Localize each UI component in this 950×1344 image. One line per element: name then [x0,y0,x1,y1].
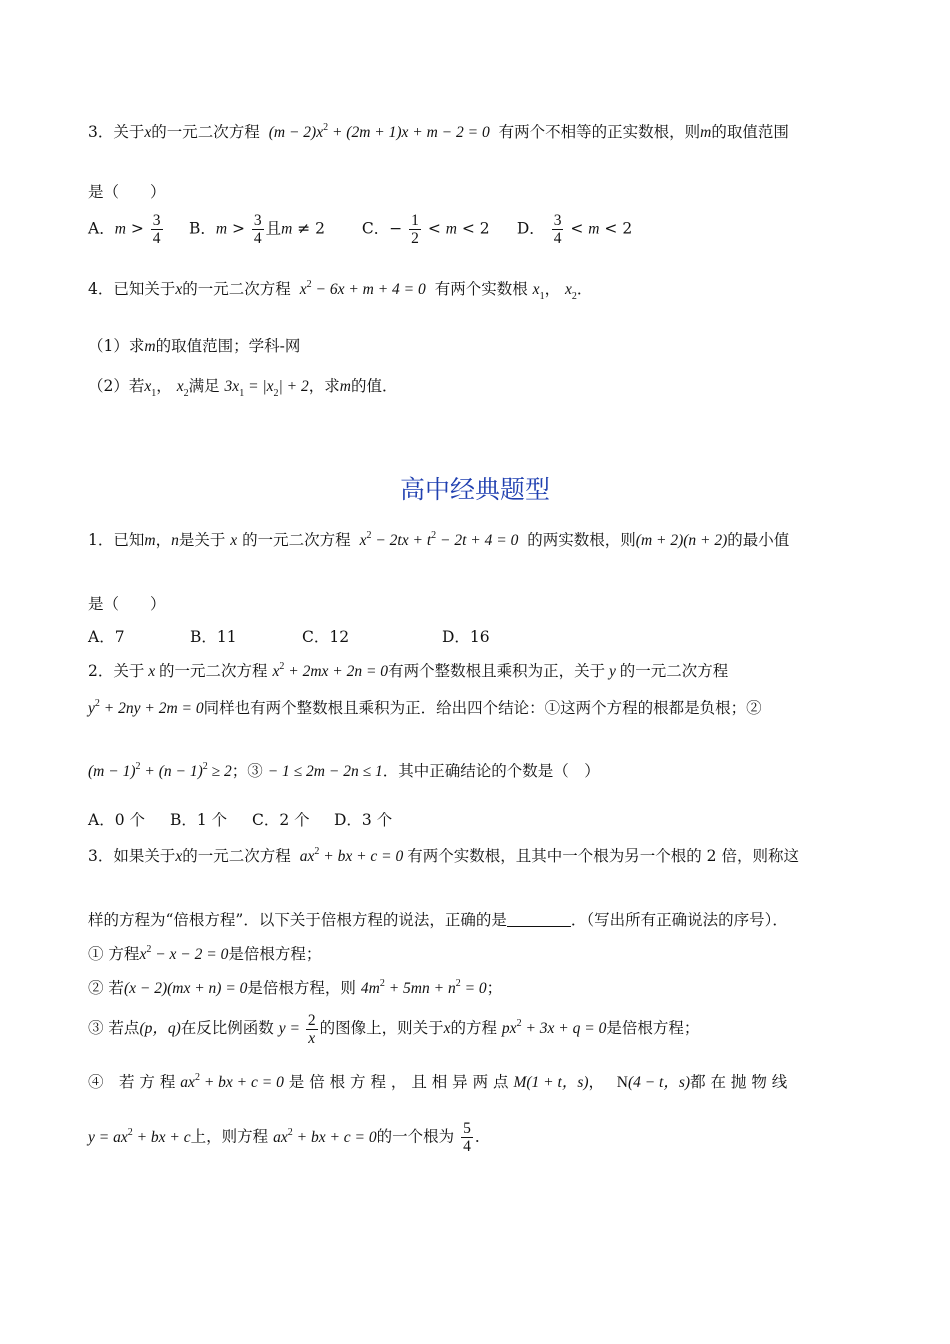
problem-2-line1: 2．关于 x 的一元二次方程 $x^2 + 2mx + 2n = 0$有两个整数根且乘积为正，关于 y 的一元二次方程 [88,661,729,680]
top-problem-3-options: A．m > $\frac{3}{4}$ B．m > $\frac{3}{4}$ 且m ≠ 2 C．− $\frac{1}{2}$ < m < 2 D． $\frac{3}{4}$ < m < 2 [88,212,633,247]
problem-3-statement-3: ③ 若点(p，q)在反比例函数 y = $\frac{2}{x}$ 的图像上，则关于x的方程 $px^2 + 3x + q = 0$是倍根方程； [88,1012,700,1047]
top-problem-4-line1: 4．已知关于x的一元二次方程 $x^2 - 6x + m + 4 = 0$ 有两个实数根 $x_1$， $x_2$． [88,279,593,302]
problem-1-options: A．7 B．11 C．12 D．16 [88,628,490,646]
problem-3-statement-4-line1: ④ 若 方 程 $ax^2$ + bx + c = 0 是 倍 根 方 程 ， 且 相 异 两 点 M(1 + t，s)， N(4 − t，s)都 在 抛 物 线 [88,1072,788,1091]
problem-2-line2: $y^2 + 2ny + 2m = 0$同样也有两个整数根且乘积为正．给出四个结论：①这两个方程的根都是负根；② [88,698,762,717]
problem-2-options: A．0 个 B．1 个 C．2 个 D．3 个 [88,811,393,829]
section-heading: 高中经典题型 [399,475,550,504]
problem-3-statement-2: ② 若(x − 2)(mx + n) = 0是倍根方程，则 $4m^2 + 5mn + n^2 = 0$； [88,978,503,997]
top-problem-4-sub2: （2）若$x_1$， $x_2$满足 $3x_1 = |x_2| + 2$，求m的值． [88,377,398,399]
problem-1-line2: 是（ ） [88,595,166,613]
problem-3-statement-4-line2: $y = ax^2$ + bx + c上，则方程 $ax^2$ + bx + c = 0的一个根为 $\frac{5}{4}$ ． [88,1120,491,1155]
problem-3-statement-1: ① 方程$x^2 - x - 2 = 0$是倍根方程； [88,944,322,963]
top-problem-4-sub1: （1）求m的取值范围；学科-网 [88,337,301,355]
top-problem-3-line2: 是（ ） [88,183,166,201]
problem-2-line3: $(m - 1)^2 + (n - 1)^2 \ge 2$；③ − 1 ≤ 2m − 2n ≤ 1．其中正确结论的个数是（ ） [88,761,600,780]
top-problem-3-line1: 3．关于x的一元二次方程 $(m - 2)x^2 + (2m + 1)x + m - 2 = 0$ 有两个不相等的正实数根，则m的取值范围 [88,122,789,141]
problem-3-line1: 3．如果关于x的一元二次方程 $ax^2$ + bx + c = 0 有两个实数根，且其中一个根为另一个根的 2 倍，则称这 [88,846,799,865]
answer-blank[interactable] [507,912,571,927]
problem-1-line1: 1．已知m，n是关于 x 的一元二次方程 $x^2 - 2tx + t^2 - 2t + 4 = 0$ 的两实数根，则(m + 2)(n + 2)的最小值 [88,530,790,549]
problem-3-line2: 样的方程为“倍根方程”．以下关于倍根方程的说法，正确的是 ．（写出所有正确说法的序号）． [88,911,788,929]
